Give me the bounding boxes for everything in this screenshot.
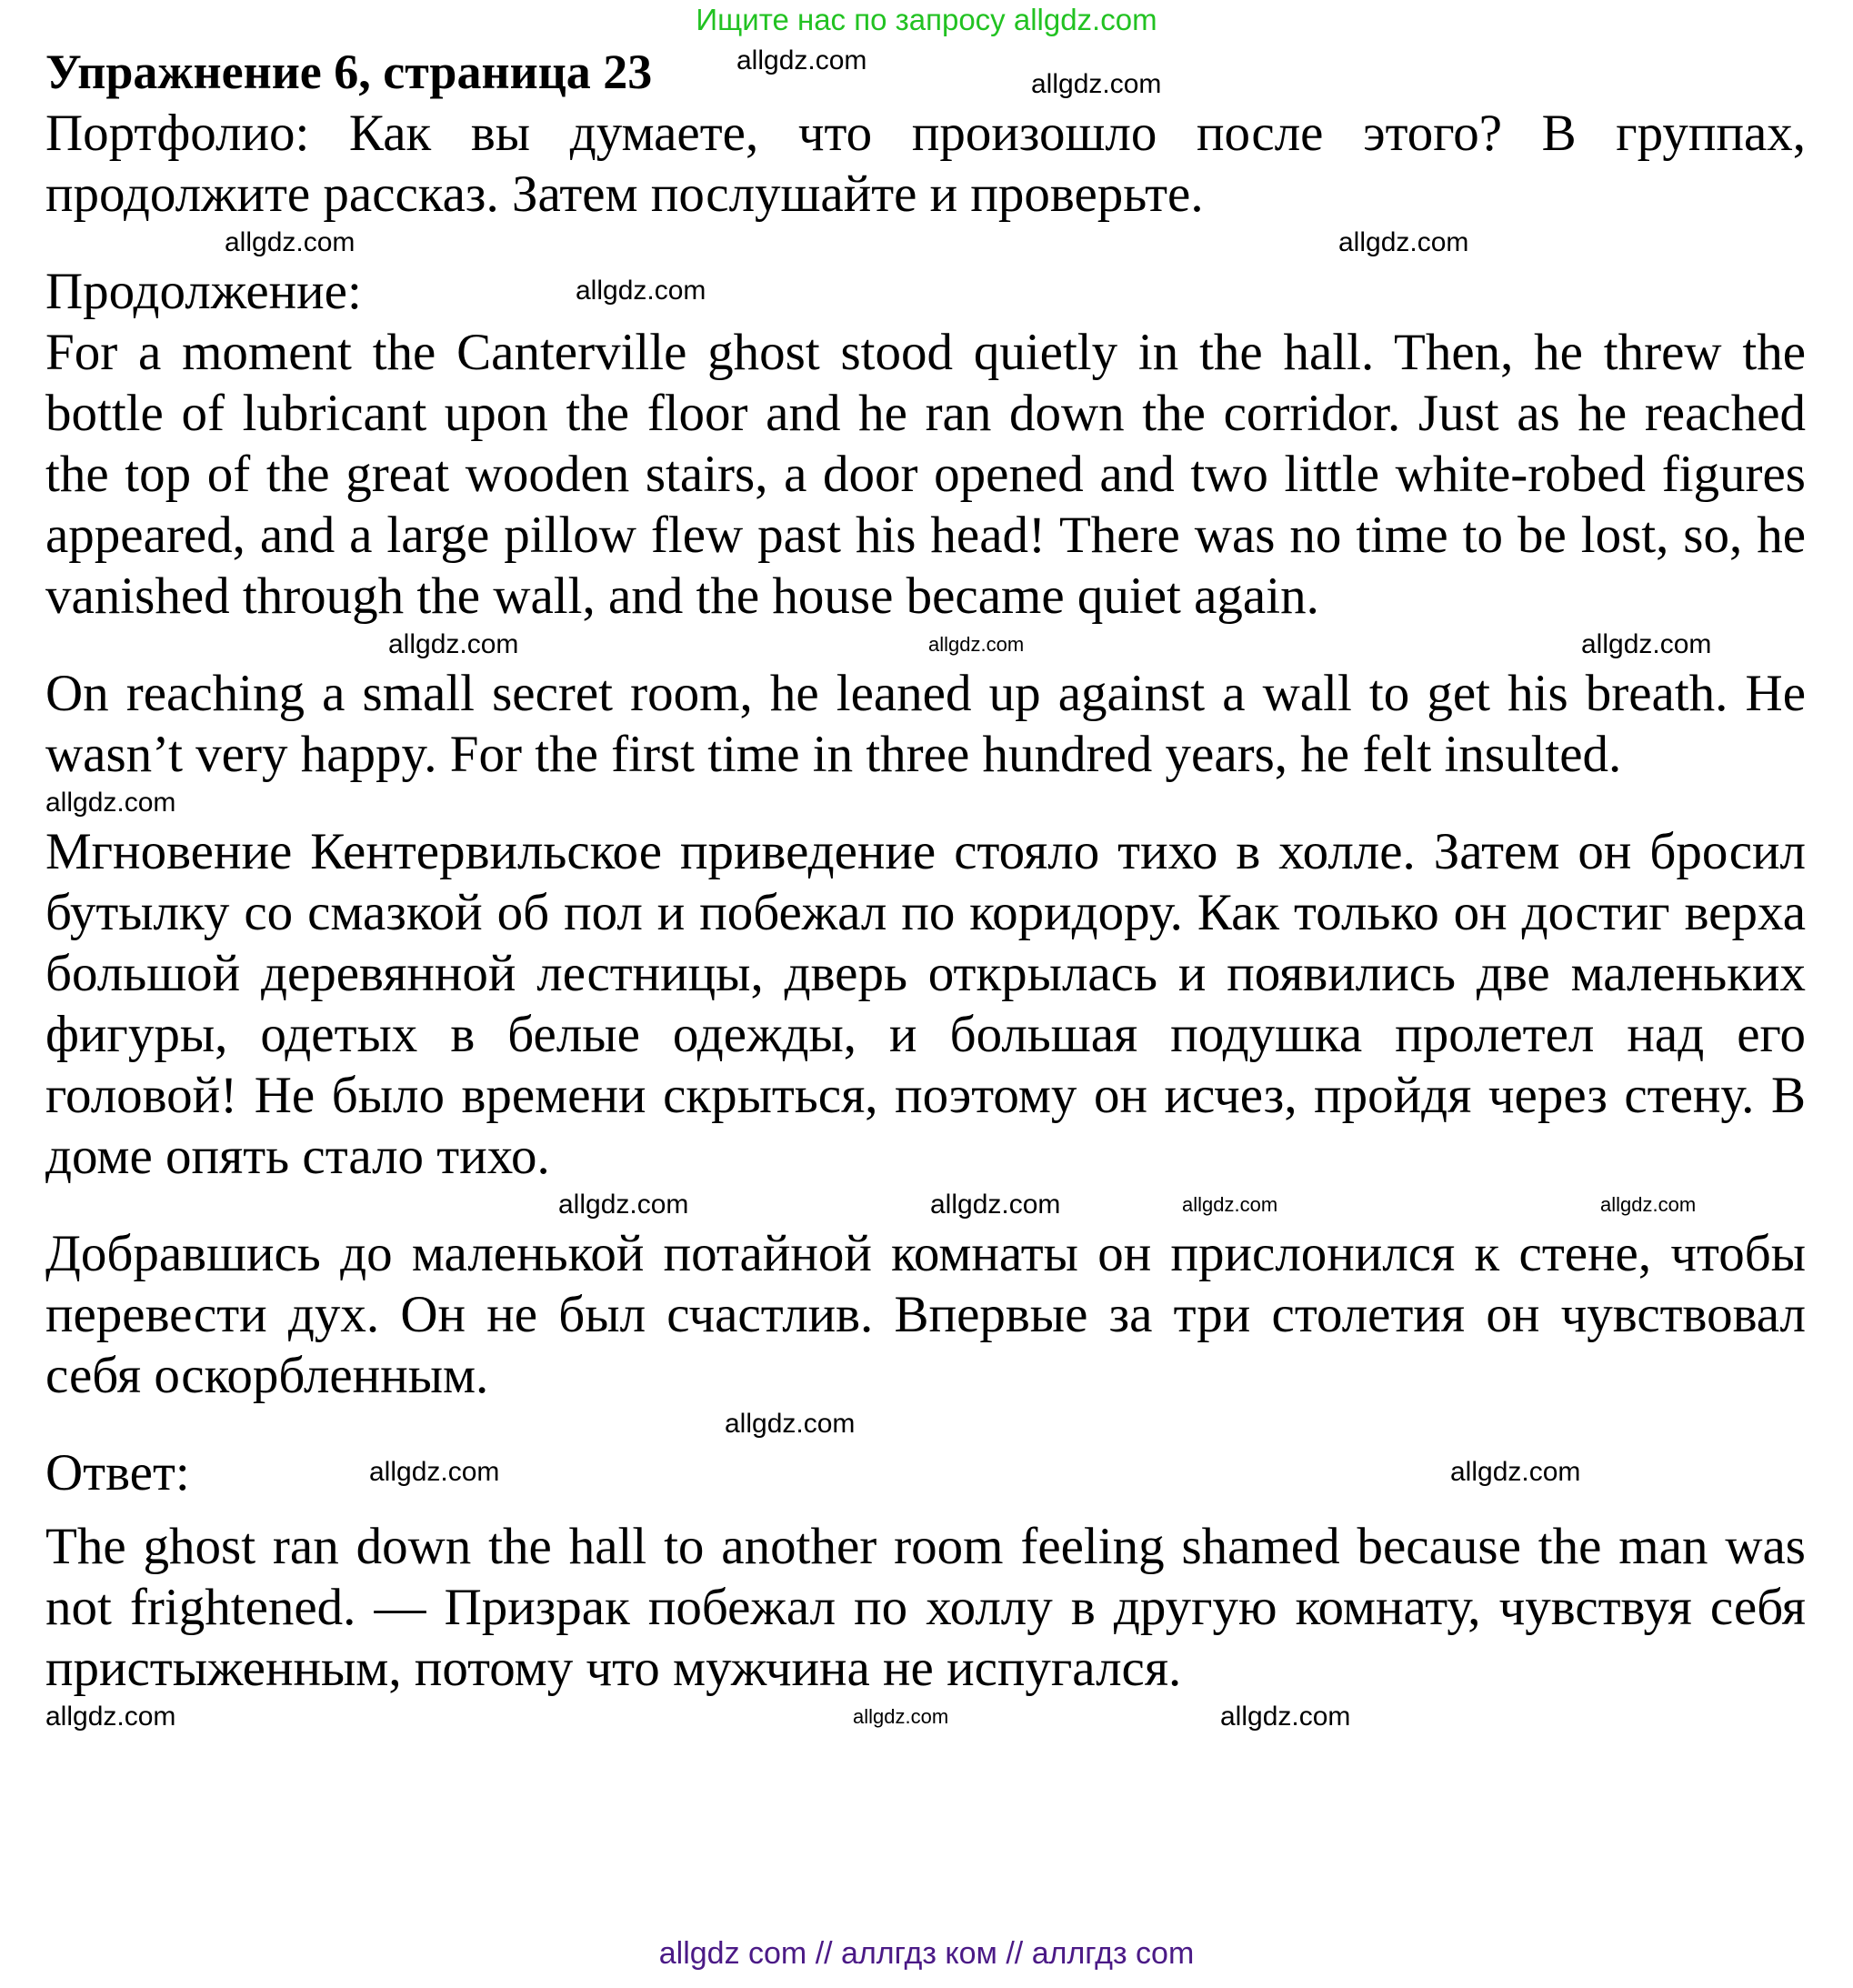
watermark: allgdz.com xyxy=(930,1190,1061,1220)
page-title: Упражнение 6, страница 23 xyxy=(45,45,653,99)
continuation-row xyxy=(45,261,1806,322)
watermark: allgdz.com xyxy=(45,788,176,818)
watermark: allgdz.com xyxy=(736,45,867,75)
watermark: allgdz.com xyxy=(928,633,1025,656)
task-text: Портфолио: Как вы думаете, что произошло после этого? В группах, продолжите рассказ. Затем послушайте и проверьте. xyxy=(45,105,1806,223)
watermark: allgdz.com xyxy=(1450,1457,1581,1487)
title-row xyxy=(45,42,1806,103)
watermark: allgdz.com xyxy=(225,227,356,257)
answer-text: The ghost ran down the hall to another room feeling shamed because the man was not frightened. — Призрак побежал по холлу в другую комнату, чувствуя себя пристыженным, потому что мужчина не испугался. xyxy=(45,1518,1806,1697)
english-paragraph-1: For a moment the Canterville ghost stood quietly in the hall. Then, he threw the bottle of lubricant upon the floor and he ran down the corridor. Just as he reached the top of the great wooden stairs, a door opened and two little white-robed figures appeared, and a large pillow flew past his head! There was no time to be lost, so, he vanished through the wall, and the house became quiet again. xyxy=(45,324,1806,625)
watermark: allgdz.com xyxy=(1600,1193,1697,1216)
watermark: allgdz.com xyxy=(1031,69,1162,99)
continuation-label: Продолжение: xyxy=(45,263,362,320)
russian-paragraph-1: Мгновение Кентервильское приведение стояло тихо в холле. Затем он бросил бутылку со смазкой об пол и побежал по коридору. Как только он достиг верха большой деревянной лестницы, дверь открылась и появились две маленьких фигуры, одетых в белые одежды, и большая подушка пролетел над его головой! Не было времени скрыться, поэтому он исчез, пройдя через стену. В доме опять стало тихо. xyxy=(45,823,1806,1185)
watermark: allgdz.com xyxy=(1338,227,1469,257)
watermark: allgdz.com xyxy=(853,1705,949,1728)
watermark: allgdz.com xyxy=(1581,629,1712,659)
english-paragraph-2: On reaching a small secret room, he leaned up against a wall to get his breath. He wasn’t very happy. For the first time in three hundred years, he felt insulted. xyxy=(45,665,1806,783)
footer-links: allgdz com // аллгдз ком // аллгдз com xyxy=(658,1936,1195,1971)
watermark: allgdz.com xyxy=(388,629,519,659)
watermark: allgdz.com xyxy=(725,1409,856,1439)
answer-label-row xyxy=(45,1442,1806,1503)
watermark: allgdz.com xyxy=(1220,1702,1351,1732)
document-body xyxy=(45,42,1806,1735)
watermark: allgdz.com xyxy=(558,1190,689,1220)
watermark: allgdz.com xyxy=(369,1457,500,1487)
russian-paragraph-2: Добравшись до маленькой потайной комнаты он прислонился к стене, чтобы перевести дух. Он не был счастлив. Впервые за три столетия он чувствовал себя оскорбленным. xyxy=(45,1225,1806,1404)
watermark: allgdz.com xyxy=(576,276,706,306)
watermark: allgdz.com xyxy=(45,1702,176,1732)
answer-label: Ответ: xyxy=(45,1444,190,1501)
watermark: allgdz.com xyxy=(1182,1193,1278,1216)
search-banner: Ищите нас по запросу allgdz.com xyxy=(696,3,1157,36)
